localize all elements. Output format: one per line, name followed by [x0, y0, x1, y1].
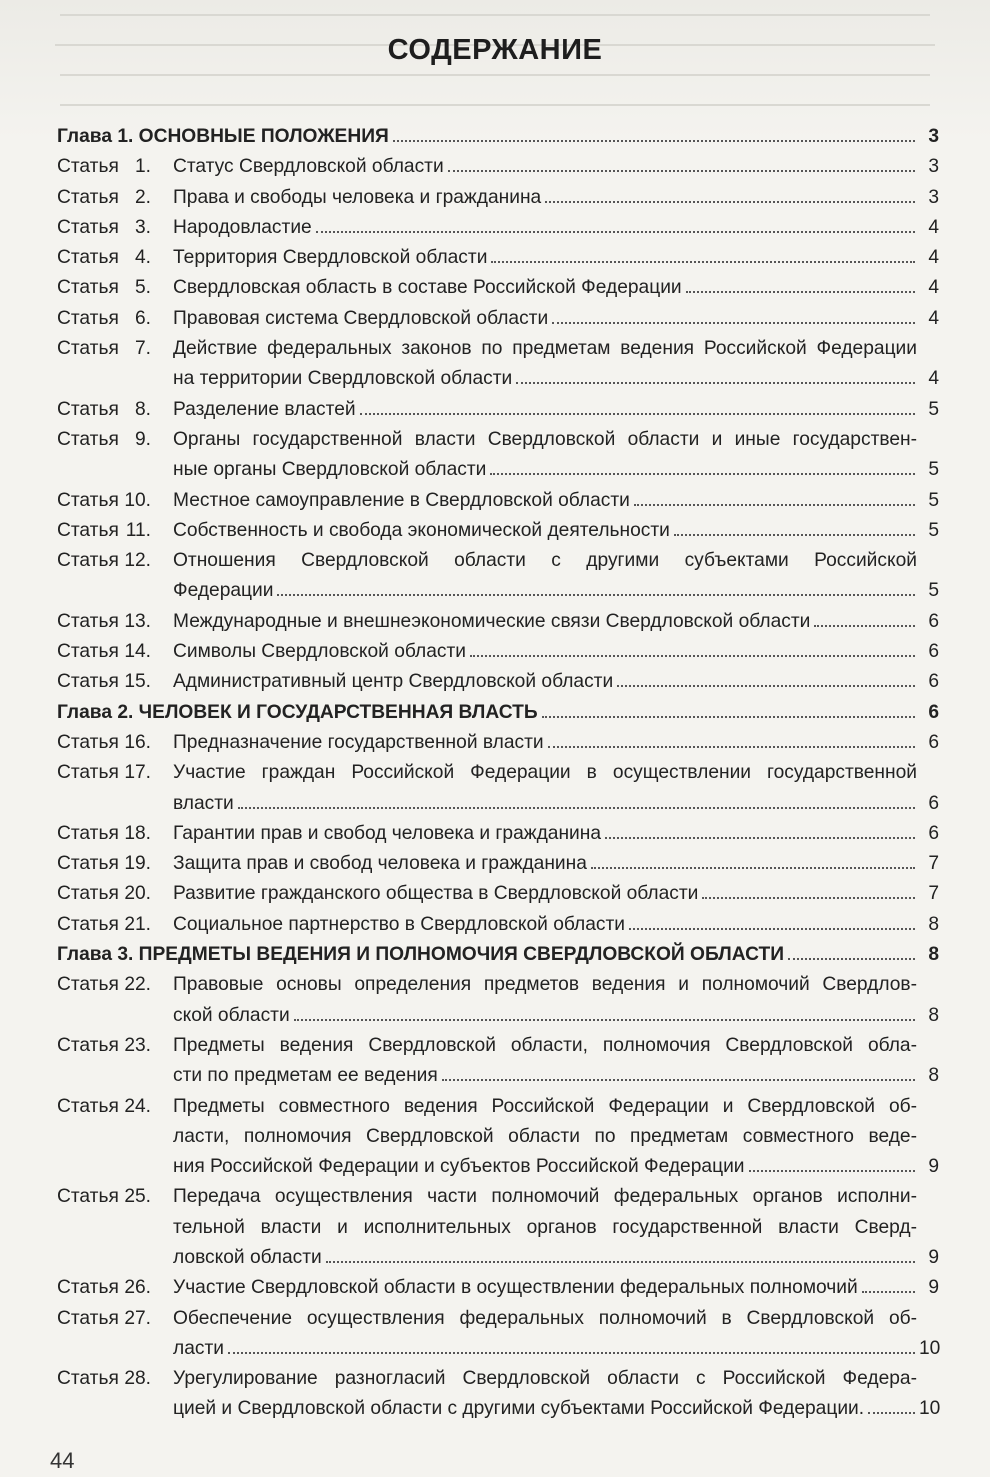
article-number [57, 425, 169, 455]
article-num: 23. [124, 1034, 151, 1056]
article-num: 27. [124, 1307, 151, 1329]
article-entry [57, 849, 939, 879]
article-number [57, 183, 169, 213]
entry-page-number: 4 [928, 247, 939, 269]
article-label: Статья [57, 883, 119, 905]
article-num: 8. [134, 398, 151, 420]
entry-page-number: 8 [928, 1004, 939, 1026]
page-title: СОДЕРЖАНИЕ [387, 34, 603, 66]
entry-title-line: Права и свободы человека и гражданина [173, 186, 542, 208]
article-number [57, 152, 169, 182]
entry-page-number: 9 [928, 1277, 939, 1299]
entry-page-number: 8 [928, 913, 939, 935]
dot-leader [542, 716, 915, 718]
article-entry [57, 213, 939, 243]
dot-leader [228, 1352, 915, 1354]
article-label: Статья [57, 398, 119, 420]
table-of-contents [57, 122, 939, 1425]
article-entry [57, 304, 939, 334]
article-entry [57, 728, 939, 758]
article-number [57, 1182, 169, 1212]
entry-title-line: ласти, полномочия Свердловской области по предметам совместного веде- [173, 1125, 917, 1147]
entry-page-number: 5 [928, 519, 939, 541]
article-number [57, 516, 169, 546]
entry-title-line: Разделение властей [173, 398, 356, 420]
entry-title-line: Местное самоуправление в Свердловской области [173, 489, 630, 511]
article-entry [57, 1031, 939, 1092]
article-number [57, 273, 169, 303]
article-label: Статья [57, 641, 119, 663]
article-num: 14. [124, 641, 151, 663]
article-num: 25. [124, 1186, 151, 1208]
article-entry [57, 486, 939, 516]
article-entry [57, 1092, 939, 1183]
article-num: 10. [124, 489, 151, 511]
dot-leader [490, 473, 915, 475]
dot-leader [393, 140, 915, 142]
entry-page-number: 6 [928, 822, 939, 844]
dot-leader [629, 928, 915, 930]
entry-page-number: 3 [928, 126, 939, 147]
dot-leader [862, 1291, 915, 1293]
entry-title-line: Символы Свердловской области [173, 641, 466, 663]
entry-page-number: 10 [919, 1398, 941, 1420]
entry-title-line: Правовая система Свердловской области [173, 307, 549, 329]
entry-title-line: Развитие гражданского общества в Свердловской области [173, 883, 699, 905]
chapter-entry [57, 698, 939, 728]
entry-title-line: Территория Свердловской области [173, 247, 488, 269]
article-entry [57, 1273, 939, 1303]
article-label: Статья [57, 519, 119, 541]
article-number [57, 1031, 169, 1061]
entry-page-number: 6 [928, 701, 939, 723]
entry-page-number: 4 [928, 307, 939, 329]
entry-title-line: Глава 2. ЧЕЛОВЕК И ГОСУДАРСТВЕННАЯ ВЛАСТЬ [57, 701, 538, 723]
entry-page-number: 9 [928, 1156, 939, 1178]
entry-title-line: на территории Свердловской области [173, 368, 513, 390]
entry-title-line: Передача осуществления части полномочий федеральных органов исполни- [173, 1186, 917, 1208]
entry-page-number: 5 [928, 398, 939, 420]
entry-page-number: 4 [928, 216, 939, 238]
dot-leader [470, 655, 915, 657]
article-label: Статья [57, 731, 119, 753]
article-entry [57, 546, 939, 607]
article-label: Статья [57, 853, 119, 875]
chapter-entry [57, 122, 939, 152]
entry-title-line: Органы государственной власти Свердловской области и иные государствен- [173, 428, 917, 450]
article-entry [57, 425, 939, 486]
article-num: 24. [124, 1095, 151, 1117]
dot-leader [545, 201, 915, 203]
entry-title-line: Урегулирование разногласий Свердловской области с Российской Федера- [173, 1368, 917, 1390]
article-num: 16. [124, 731, 151, 753]
entry-title-line: Собственность и свобода экономической деятельности [173, 519, 670, 541]
article-num: 15. [124, 671, 151, 693]
entry-title-line: Участие граждан Российской Федерации в осуществлении государственной [173, 762, 917, 784]
dot-leader [702, 897, 915, 899]
article-num: 3. [134, 216, 151, 238]
article-num: 28. [124, 1368, 151, 1390]
dot-leader [516, 382, 915, 384]
article-num: 2. [134, 186, 151, 208]
article-label: Статья [57, 277, 119, 299]
entry-title-line: ловской области [173, 1246, 322, 1268]
entry-title-line: Предметы ведения Свердловской области, полномочия Свердловской обла- [173, 1034, 917, 1056]
article-entry [57, 910, 939, 940]
dot-leader [617, 685, 915, 687]
entry-title-line: Свердловская область в составе Российской Федерации [173, 277, 682, 299]
dot-leader [491, 261, 915, 263]
article-number [57, 304, 169, 334]
entry-page-number: 9 [928, 1246, 939, 1268]
entry-page-number: 3 [928, 186, 939, 208]
article-number [57, 213, 169, 243]
article-number [57, 879, 169, 909]
entry-title-line: Обеспечение осуществления федеральных полномочий в Свердловской об- [173, 1307, 917, 1329]
entry-title-line: Статус Свердловской области [173, 156, 444, 178]
entry-title-line: Международные и внешнеэкономические связи Свердловской области [173, 610, 811, 632]
article-label: Статья [57, 1034, 119, 1056]
article-number [57, 243, 169, 273]
article-label: Статья [57, 1277, 119, 1299]
article-entry [57, 607, 939, 637]
dot-leader [326, 1261, 915, 1263]
article-entry [57, 819, 939, 849]
dot-leader [238, 807, 915, 809]
entry-page-number: 5 [928, 580, 939, 602]
article-label: Статья [57, 247, 119, 269]
entry-page-number: 4 [928, 277, 939, 299]
entry-page-number: 4 [928, 368, 939, 390]
article-number [57, 970, 169, 1000]
article-entry [57, 152, 939, 182]
entry-title-line: Социальное партнерство в Свердловской области [173, 913, 625, 935]
dot-leader [788, 958, 915, 960]
entry-title-line: Защита прав и свобод человека и гражданина [173, 853, 587, 875]
entry-title-line: Участие Свердловской области в осуществлении федеральных полномочий [173, 1277, 858, 1299]
article-num: 22. [124, 974, 151, 996]
entry-title-line: сти по предметам ее ведения [173, 1065, 438, 1087]
article-label: Статья [57, 307, 119, 329]
article-label: Статья [57, 428, 119, 450]
article-num: 13. [124, 610, 151, 632]
article-label: Статья [57, 913, 119, 935]
dot-leader [448, 170, 915, 172]
article-label: Статья [57, 610, 119, 632]
article-label: Статья [57, 1307, 119, 1329]
entry-title-line: Отношения Свердловской области с другими субъектами Российской [173, 550, 917, 572]
article-label: Статья [57, 822, 119, 844]
article-number [57, 728, 169, 758]
article-number [57, 395, 169, 425]
article-number [57, 1092, 169, 1122]
entry-page-number: 6 [928, 641, 939, 663]
entry-page-number: 6 [928, 792, 939, 814]
dot-leader [442, 1079, 915, 1081]
article-entry [57, 1364, 939, 1425]
entry-page-number: 6 [928, 731, 939, 753]
article-number [57, 849, 169, 879]
article-num: 7. [134, 338, 151, 360]
article-number [57, 546, 169, 576]
entry-title-line: Гарантии прав и свобод человека и гражданина [173, 822, 602, 844]
entry-title-line: Глава 1. ОСНОВНЫЕ ПОЛОЖЕНИЯ [57, 126, 389, 147]
entry-title-line: тельной власти и исполнительных органов государственной власти Сверд- [173, 1216, 917, 1238]
entry-page-number: 8 [928, 1065, 939, 1087]
dot-leader [552, 322, 915, 324]
entry-title-line: Предметы совместного ведения Российской Федерации и Свердловской об- [173, 1095, 917, 1117]
dot-leader [634, 504, 915, 506]
chapter-entry [57, 940, 939, 970]
page-number: 44 [50, 1448, 75, 1473]
article-label: Статья [57, 489, 119, 511]
article-entry [57, 1304, 939, 1365]
article-number [57, 1304, 169, 1334]
dot-leader [294, 1019, 915, 1021]
entry-title-line: Действие федеральных законов по предметам ведения Российской Федерации [173, 338, 917, 360]
article-number [57, 667, 169, 697]
article-number [57, 1364, 169, 1394]
entry-title-line: Предназначение государственной власти [173, 731, 544, 753]
entry-title-line: Административный центр Свердловской области [173, 671, 614, 693]
article-entry [57, 395, 939, 425]
article-entry [57, 970, 939, 1031]
dot-leader [605, 837, 915, 839]
dot-leader [316, 231, 915, 233]
dot-leader [814, 625, 915, 627]
article-entry [57, 879, 939, 909]
article-number [57, 819, 169, 849]
article-number [57, 607, 169, 637]
article-number [57, 910, 169, 940]
article-num: 5. [134, 277, 151, 299]
article-number [57, 637, 169, 667]
article-entry [57, 334, 939, 395]
article-num: 12. [124, 550, 151, 572]
entry-title-line: Федерации [173, 580, 274, 602]
entry-page-number: 5 [928, 459, 939, 481]
entry-page-number: 3 [928, 156, 939, 178]
entry-page-number: 6 [928, 610, 939, 632]
article-entry [57, 516, 939, 546]
article-label: Статья [57, 1186, 119, 1208]
entry-title-line: Народовластие [173, 216, 312, 238]
article-entry [57, 273, 939, 303]
entry-title-line: Правовые основы определения предметов ведения и полномочий Свердлов- [173, 974, 917, 996]
article-num: 18. [124, 822, 151, 844]
article-number [57, 758, 169, 788]
entry-page-number: 8 [928, 944, 939, 966]
article-entry [57, 667, 939, 697]
dot-leader [277, 594, 915, 596]
dot-leader [686, 291, 915, 293]
entry-page-number: 7 [928, 853, 939, 875]
entry-page-number: 5 [928, 489, 939, 511]
dot-leader [749, 1170, 915, 1172]
article-num: 19. [124, 853, 151, 875]
entry-page-number: 6 [928, 671, 939, 693]
bleed-through-text [0, 0, 990, 140]
dot-leader [868, 1412, 915, 1414]
entry-page-number: 7 [928, 883, 939, 905]
article-num: 26. [124, 1277, 151, 1299]
entry-title-line: ласти [173, 1337, 224, 1359]
article-label: Статья [57, 216, 119, 238]
article-entry [57, 1182, 939, 1273]
article-num: 17. [124, 762, 151, 784]
article-label: Статья [57, 1095, 119, 1117]
article-num: 21. [124, 913, 151, 935]
entry-title-line: ской области [173, 1004, 290, 1026]
article-num: 6. [134, 307, 151, 329]
article-number [57, 486, 169, 516]
article-number [57, 1273, 169, 1303]
article-label: Статья [57, 338, 119, 360]
dot-leader [548, 746, 915, 748]
article-num: 11. [125, 519, 151, 541]
article-label: Статья [57, 1368, 119, 1390]
entry-title-line: ные органы Свердловской области [173, 459, 487, 481]
article-entry [57, 183, 939, 213]
dot-leader [674, 534, 915, 536]
article-label: Статья [57, 671, 119, 693]
entry-title-line: Глава 3. ПРЕДМЕТЫ ВЕДЕНИЯ И ПОЛНОМОЧИЯ СВЕРДЛОВСКОЙ ОБЛАСТИ [57, 944, 784, 966]
article-number [57, 334, 169, 364]
article-num: 20. [124, 883, 151, 905]
article-label: Статья [57, 186, 119, 208]
article-label: Статья [57, 762, 119, 784]
article-entry [57, 758, 939, 819]
article-entry [57, 243, 939, 273]
entry-page-number: 10 [919, 1337, 941, 1359]
article-label: Статья [57, 550, 119, 572]
entry-title-line: ния Российской Федерации и субъектов Российской Федерации [173, 1156, 745, 1178]
article-num: 4. [134, 247, 151, 269]
entry-title-line: цией и Свердловской области с другими субъектами Российской Федерации. [173, 1398, 865, 1420]
article-num: 9. [134, 428, 151, 450]
article-label: Статья [57, 974, 119, 996]
article-entry [57, 637, 939, 667]
article-num: 1. [134, 156, 151, 178]
dot-leader [360, 413, 915, 415]
entry-title-line: власти [173, 792, 234, 814]
dot-leader [591, 867, 915, 869]
article-label: Статья [57, 156, 119, 178]
